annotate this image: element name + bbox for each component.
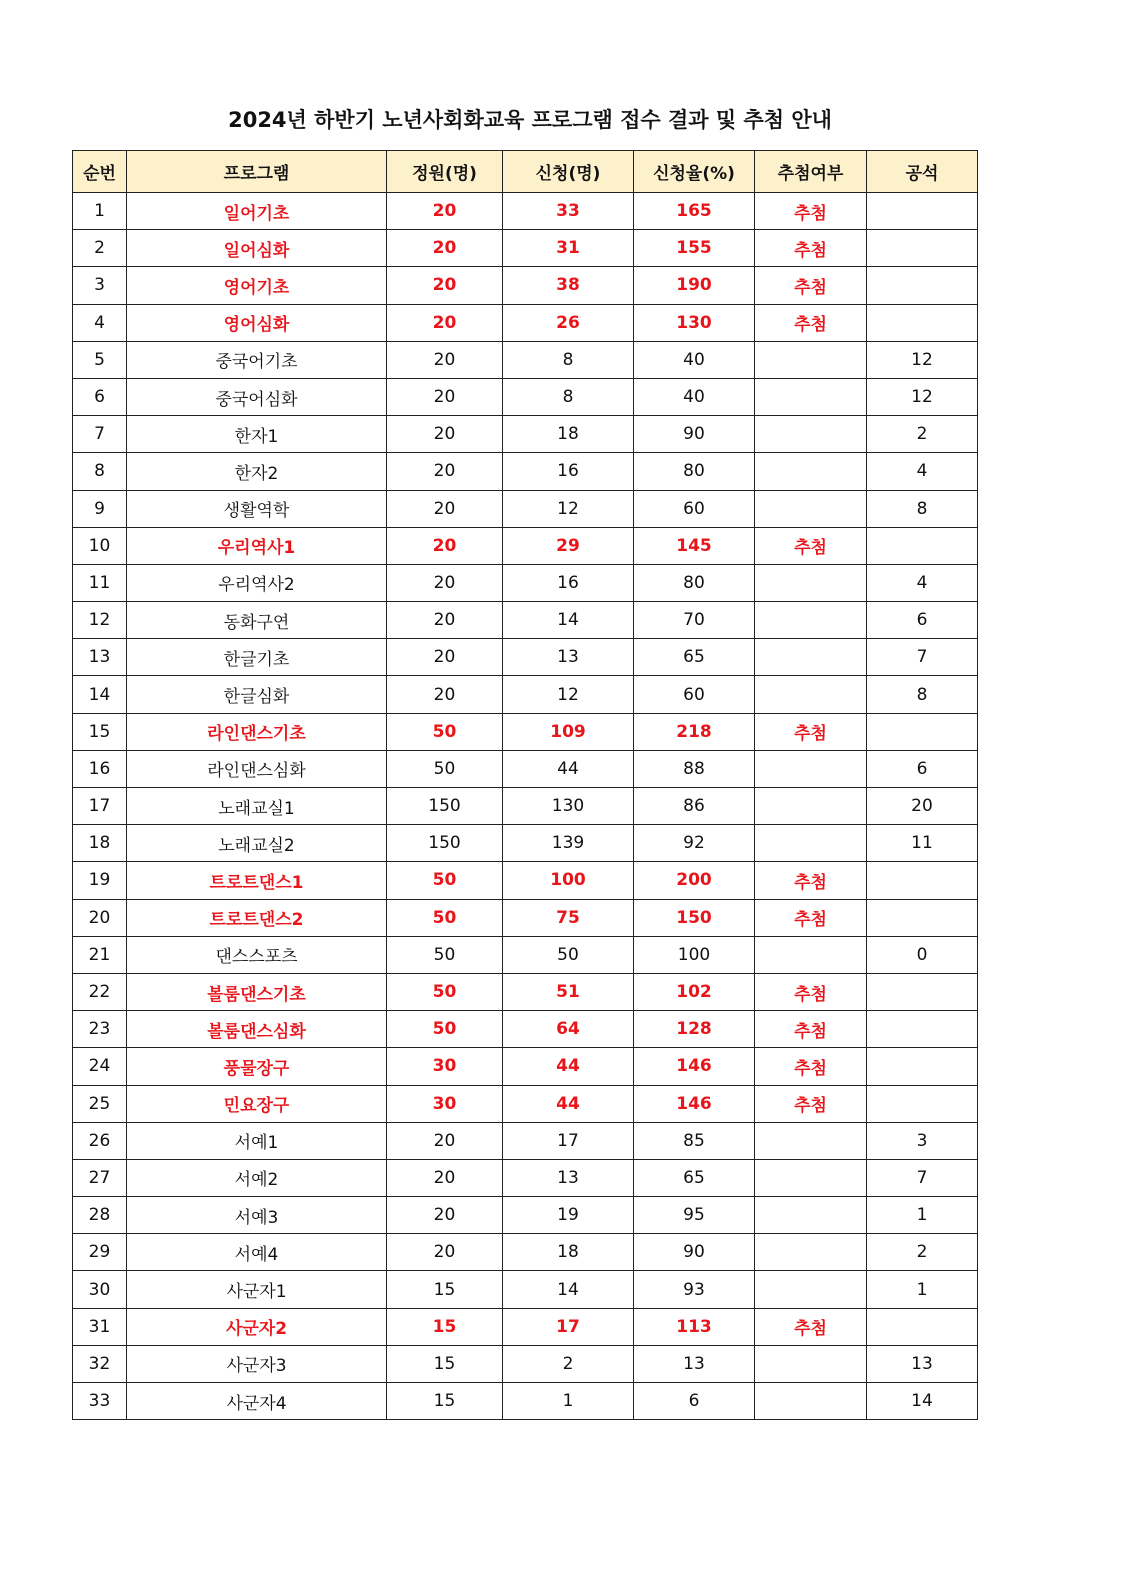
- cell-draw: 추첨: [755, 1011, 867, 1048]
- cell-no: 3: [73, 267, 127, 304]
- cell-no: 18: [73, 825, 127, 862]
- cell-draw: 추첨: [755, 230, 867, 267]
- cell-rate: 40: [634, 378, 755, 415]
- cell-vacancy: [867, 230, 978, 267]
- cell-applied: 26: [503, 304, 634, 341]
- cell-program: 한자1: [127, 416, 387, 453]
- cell-capacity: 15: [387, 1308, 503, 1345]
- cell-vacancy: [867, 899, 978, 936]
- cell-rate: 80: [634, 564, 755, 601]
- table-row: [73, 527, 978, 564]
- cell-no: 26: [73, 1122, 127, 1159]
- table-row: [73, 713, 978, 750]
- header-vacancy: 공석: [867, 151, 978, 193]
- cell-rate: 102: [634, 973, 755, 1010]
- table-row: [73, 304, 978, 341]
- cell-applied: 33: [503, 193, 634, 230]
- cell-applied: 8: [503, 378, 634, 415]
- cell-no: 12: [73, 602, 127, 639]
- table-row: [73, 490, 978, 527]
- cell-draw: 추첨: [755, 1048, 867, 1085]
- table-row: [73, 378, 978, 415]
- cell-applied: 18: [503, 1234, 634, 1271]
- table-row: [73, 862, 978, 899]
- cell-rate: 13: [634, 1345, 755, 1382]
- header-applied: 신청(명): [503, 151, 634, 193]
- cell-applied: 13: [503, 1159, 634, 1196]
- cell-draw: 추첨: [755, 1308, 867, 1345]
- cell-vacancy: [867, 862, 978, 899]
- header-draw: 추첨여부: [755, 151, 867, 193]
- cell-no: 16: [73, 750, 127, 787]
- cell-applied: 13: [503, 639, 634, 676]
- cell-applied: 1: [503, 1383, 634, 1420]
- cell-vacancy: [867, 973, 978, 1010]
- cell-no: 20: [73, 899, 127, 936]
- cell-capacity: 50: [387, 1011, 503, 1048]
- cell-capacity: 20: [387, 1234, 503, 1271]
- cell-vacancy: 1: [867, 1197, 978, 1234]
- cell-applied: 44: [503, 1085, 634, 1122]
- cell-no: 22: [73, 973, 127, 1010]
- cell-no: 33: [73, 1383, 127, 1420]
- cell-program: 서예1: [127, 1122, 387, 1159]
- cell-program: 서예2: [127, 1159, 387, 1196]
- cell-capacity: 20: [387, 416, 503, 453]
- document-title: 2024년 하반기 노년사회화교육 프로그램 접수 결과 및 추첨 안내: [228, 108, 832, 132]
- cell-program: 우리역사1: [127, 527, 387, 564]
- cell-capacity: 50: [387, 899, 503, 936]
- cell-applied: 130: [503, 788, 634, 825]
- cell-vacancy: [867, 1011, 978, 1048]
- cell-applied: 50: [503, 936, 634, 973]
- cell-rate: 92: [634, 825, 755, 862]
- cell-draw: [755, 1122, 867, 1159]
- cell-rate: 60: [634, 676, 755, 713]
- cell-rate: 146: [634, 1048, 755, 1085]
- cell-rate: 60: [634, 490, 755, 527]
- cell-applied: 14: [503, 1271, 634, 1308]
- cell-no: 27: [73, 1159, 127, 1196]
- cell-draw: [755, 602, 867, 639]
- results-table: [72, 150, 978, 1420]
- cell-program: 한글기초: [127, 639, 387, 676]
- cell-draw: [755, 1345, 867, 1382]
- cell-no: 13: [73, 639, 127, 676]
- table-row: [73, 341, 978, 378]
- cell-program: 일어기초: [127, 193, 387, 230]
- cell-applied: 16: [503, 453, 634, 490]
- cell-rate: 95: [634, 1197, 755, 1234]
- table-row: [73, 1159, 978, 1196]
- cell-draw: [755, 1197, 867, 1234]
- cell-draw: 추첨: [755, 267, 867, 304]
- cell-program: 서예4: [127, 1234, 387, 1271]
- cell-rate: 85: [634, 1122, 755, 1159]
- cell-applied: 18: [503, 416, 634, 453]
- cell-applied: 38: [503, 267, 634, 304]
- cell-draw: [755, 564, 867, 601]
- header-rate: 신청율(%): [634, 151, 755, 193]
- cell-capacity: 15: [387, 1345, 503, 1382]
- cell-rate: 190: [634, 267, 755, 304]
- cell-rate: 218: [634, 713, 755, 750]
- cell-applied: 139: [503, 825, 634, 862]
- cell-vacancy: [867, 1308, 978, 1345]
- cell-capacity: 20: [387, 602, 503, 639]
- cell-draw: [755, 676, 867, 713]
- cell-program: 볼룸댄스심화: [127, 1011, 387, 1048]
- cell-no: 15: [73, 713, 127, 750]
- cell-program: 일어심화: [127, 230, 387, 267]
- cell-no: 28: [73, 1197, 127, 1234]
- cell-capacity: 20: [387, 453, 503, 490]
- cell-capacity: 50: [387, 750, 503, 787]
- cell-draw: [755, 788, 867, 825]
- cell-no: 19: [73, 862, 127, 899]
- cell-vacancy: [867, 1048, 978, 1085]
- cell-vacancy: 4: [867, 564, 978, 601]
- table-row: [73, 899, 978, 936]
- cell-vacancy: 12: [867, 378, 978, 415]
- cell-applied: 16: [503, 564, 634, 601]
- cell-draw: [755, 416, 867, 453]
- cell-rate: 40: [634, 341, 755, 378]
- cell-program: 중국어심화: [127, 378, 387, 415]
- cell-rate: 65: [634, 1159, 755, 1196]
- cell-capacity: 50: [387, 862, 503, 899]
- cell-capacity: 20: [387, 490, 503, 527]
- cell-applied: 19: [503, 1197, 634, 1234]
- cell-capacity: 20: [387, 193, 503, 230]
- cell-draw: [755, 341, 867, 378]
- cell-rate: 93: [634, 1271, 755, 1308]
- cell-draw: 추첨: [755, 1085, 867, 1122]
- cell-vacancy: 14: [867, 1383, 978, 1420]
- cell-rate: 128: [634, 1011, 755, 1048]
- table-row: [73, 1345, 978, 1382]
- cell-vacancy: [867, 713, 978, 750]
- cell-capacity: 20: [387, 676, 503, 713]
- table-row: [73, 1085, 978, 1122]
- cell-rate: 65: [634, 639, 755, 676]
- cell-applied: 17: [503, 1308, 634, 1345]
- cell-vacancy: 7: [867, 1159, 978, 1196]
- cell-no: 25: [73, 1085, 127, 1122]
- cell-draw: [755, 1159, 867, 1196]
- cell-no: 30: [73, 1271, 127, 1308]
- header-no: 순번: [73, 151, 127, 193]
- cell-capacity: 20: [387, 230, 503, 267]
- cell-capacity: 20: [387, 564, 503, 601]
- table-row: [73, 267, 978, 304]
- cell-rate: 6: [634, 1383, 755, 1420]
- cell-program: 사군자2: [127, 1308, 387, 1345]
- cell-vacancy: 6: [867, 750, 978, 787]
- cell-applied: 12: [503, 490, 634, 527]
- cell-capacity: 15: [387, 1271, 503, 1308]
- cell-capacity: 150: [387, 788, 503, 825]
- cell-no: 9: [73, 490, 127, 527]
- cell-vacancy: [867, 1085, 978, 1122]
- cell-applied: 2: [503, 1345, 634, 1382]
- cell-program: 우리역사2: [127, 564, 387, 601]
- cell-capacity: 30: [387, 1048, 503, 1085]
- cell-draw: [755, 825, 867, 862]
- cell-draw: [755, 750, 867, 787]
- cell-no: 29: [73, 1234, 127, 1271]
- cell-vacancy: 7: [867, 639, 978, 676]
- cell-rate: 90: [634, 1234, 755, 1271]
- cell-draw: [755, 639, 867, 676]
- cell-vacancy: [867, 304, 978, 341]
- cell-capacity: 30: [387, 1085, 503, 1122]
- cell-vacancy: 6: [867, 602, 978, 639]
- cell-draw: [755, 378, 867, 415]
- cell-rate: 90: [634, 416, 755, 453]
- cell-no: 21: [73, 936, 127, 973]
- cell-draw: 추첨: [755, 973, 867, 1010]
- cell-draw: 추첨: [755, 713, 867, 750]
- cell-vacancy: [867, 267, 978, 304]
- cell-program: 중국어기초: [127, 341, 387, 378]
- cell-no: 2: [73, 230, 127, 267]
- cell-rate: 86: [634, 788, 755, 825]
- cell-rate: 80: [634, 453, 755, 490]
- cell-vacancy: 11: [867, 825, 978, 862]
- table-body: [73, 193, 978, 1420]
- cell-program: 노래교실2: [127, 825, 387, 862]
- cell-program: 사군자3: [127, 1345, 387, 1382]
- cell-applied: 44: [503, 1048, 634, 1085]
- cell-no: 8: [73, 453, 127, 490]
- cell-applied: 29: [503, 527, 634, 564]
- table-row: [73, 416, 978, 453]
- cell-program: 댄스스포츠: [127, 936, 387, 973]
- cell-vacancy: 20: [867, 788, 978, 825]
- cell-rate: 165: [634, 193, 755, 230]
- cell-draw: 추첨: [755, 304, 867, 341]
- cell-no: 11: [73, 564, 127, 601]
- cell-rate: 113: [634, 1308, 755, 1345]
- table-row: [73, 1011, 978, 1048]
- cell-applied: 31: [503, 230, 634, 267]
- cell-capacity: 20: [387, 378, 503, 415]
- cell-capacity: 50: [387, 713, 503, 750]
- cell-no: 1: [73, 193, 127, 230]
- cell-program: 서예3: [127, 1197, 387, 1234]
- cell-rate: 146: [634, 1085, 755, 1122]
- cell-vacancy: 4: [867, 453, 978, 490]
- cell-vacancy: 1: [867, 1271, 978, 1308]
- cell-draw: [755, 1383, 867, 1420]
- cell-program: 볼룸댄스기초: [127, 973, 387, 1010]
- table-row: [73, 193, 978, 230]
- cell-capacity: 20: [387, 267, 503, 304]
- cell-no: 32: [73, 1345, 127, 1382]
- table-row: [73, 1122, 978, 1159]
- cell-rate: 130: [634, 304, 755, 341]
- cell-program: 영어기초: [127, 267, 387, 304]
- cell-program: 라인댄스기초: [127, 713, 387, 750]
- table-row: [73, 1271, 978, 1308]
- cell-draw: 추첨: [755, 862, 867, 899]
- cell-vacancy: 3: [867, 1122, 978, 1159]
- table-row: [73, 564, 978, 601]
- cell-program: 한글심화: [127, 676, 387, 713]
- cell-capacity: 15: [387, 1383, 503, 1420]
- cell-capacity: 20: [387, 304, 503, 341]
- table-row: [73, 1383, 978, 1420]
- table-row: [73, 825, 978, 862]
- cell-vacancy: 2: [867, 1234, 978, 1271]
- table-row: [73, 973, 978, 1010]
- table-row: [73, 936, 978, 973]
- cell-rate: 145: [634, 527, 755, 564]
- table-row: [73, 230, 978, 267]
- cell-program: 영어심화: [127, 304, 387, 341]
- cell-program: 노래교실1: [127, 788, 387, 825]
- cell-no: 14: [73, 676, 127, 713]
- cell-program: 민요장구: [127, 1085, 387, 1122]
- cell-no: 31: [73, 1308, 127, 1345]
- cell-applied: 12: [503, 676, 634, 713]
- cell-applied: 8: [503, 341, 634, 378]
- cell-capacity: 20: [387, 527, 503, 564]
- cell-program: 한자2: [127, 453, 387, 490]
- cell-program: 사군자1: [127, 1271, 387, 1308]
- cell-vacancy: 8: [867, 490, 978, 527]
- cell-applied: 109: [503, 713, 634, 750]
- cell-vacancy: 2: [867, 416, 978, 453]
- table-row: [73, 1048, 978, 1085]
- cell-program: 생활역학: [127, 490, 387, 527]
- table-row: [73, 1197, 978, 1234]
- cell-applied: 51: [503, 973, 634, 1010]
- cell-draw: [755, 453, 867, 490]
- cell-program: 사군자4: [127, 1383, 387, 1420]
- cell-no: 10: [73, 527, 127, 564]
- cell-program: 풍물장구: [127, 1048, 387, 1085]
- cell-capacity: 20: [387, 1122, 503, 1159]
- cell-draw: [755, 490, 867, 527]
- cell-applied: 17: [503, 1122, 634, 1159]
- cell-program: 트로트댄스2: [127, 899, 387, 936]
- cell-capacity: 20: [387, 341, 503, 378]
- cell-no: 17: [73, 788, 127, 825]
- cell-no: 5: [73, 341, 127, 378]
- cell-vacancy: 13: [867, 1345, 978, 1382]
- table-row: [73, 750, 978, 787]
- table-row: [73, 1308, 978, 1345]
- table-row: [73, 788, 978, 825]
- table-header-row: [73, 151, 978, 193]
- cell-rate: 70: [634, 602, 755, 639]
- cell-rate: 100: [634, 936, 755, 973]
- cell-draw: [755, 936, 867, 973]
- cell-vacancy: [867, 527, 978, 564]
- cell-program: 동화구연: [127, 602, 387, 639]
- cell-vacancy: 0: [867, 936, 978, 973]
- cell-rate: 88: [634, 750, 755, 787]
- cell-vacancy: 8: [867, 676, 978, 713]
- cell-no: 23: [73, 1011, 127, 1048]
- cell-rate: 150: [634, 899, 755, 936]
- table-row: [73, 639, 978, 676]
- table-row: [73, 676, 978, 713]
- cell-capacity: 50: [387, 936, 503, 973]
- header-program: 프로그램: [127, 151, 387, 193]
- table-row: [73, 1234, 978, 1271]
- header-capacity: 정원(명): [387, 151, 503, 193]
- cell-capacity: 20: [387, 1197, 503, 1234]
- table-row: [73, 453, 978, 490]
- cell-draw: [755, 1234, 867, 1271]
- cell-no: 24: [73, 1048, 127, 1085]
- cell-draw: 추첨: [755, 193, 867, 230]
- cell-capacity: 50: [387, 973, 503, 1010]
- cell-capacity: 20: [387, 1159, 503, 1196]
- cell-capacity: 150: [387, 825, 503, 862]
- cell-applied: 100: [503, 862, 634, 899]
- cell-applied: 64: [503, 1011, 634, 1048]
- cell-draw: [755, 1271, 867, 1308]
- cell-no: 4: [73, 304, 127, 341]
- cell-applied: 44: [503, 750, 634, 787]
- cell-vacancy: [867, 193, 978, 230]
- cell-no: 6: [73, 378, 127, 415]
- cell-no: 7: [73, 416, 127, 453]
- cell-applied: 75: [503, 899, 634, 936]
- cell-capacity: 20: [387, 639, 503, 676]
- cell-rate: 200: [634, 862, 755, 899]
- cell-applied: 14: [503, 602, 634, 639]
- cell-rate: 155: [634, 230, 755, 267]
- cell-draw: 추첨: [755, 527, 867, 564]
- cell-draw: 추첨: [755, 899, 867, 936]
- table-row: [73, 602, 978, 639]
- cell-vacancy: 12: [867, 341, 978, 378]
- cell-program: 트로트댄스1: [127, 862, 387, 899]
- cell-program: 라인댄스심화: [127, 750, 387, 787]
